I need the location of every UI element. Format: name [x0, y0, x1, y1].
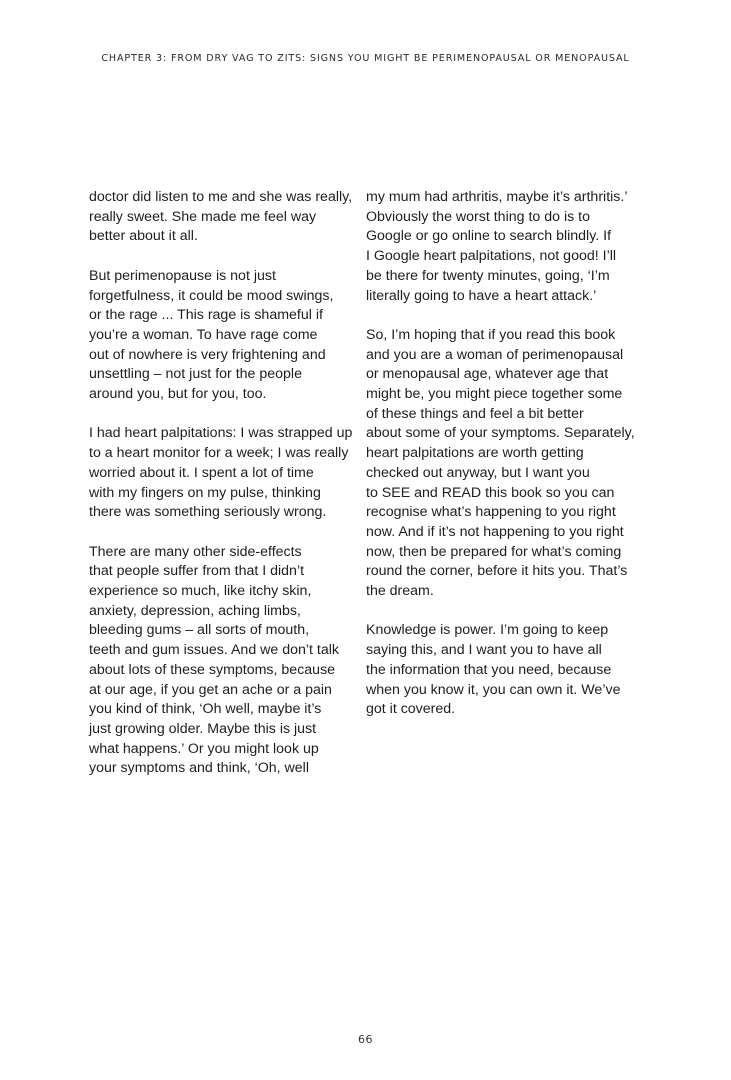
right-column — [366, 188, 636, 720]
text-line: recognise what’s happening to you right — [366, 504, 616, 521]
text-line: There are many other side-effects — [89, 543, 302, 560]
text-line: anxiety, depression, aching limbs, — [89, 602, 301, 619]
text-line: the dream. — [366, 583, 434, 600]
text-line: round the corner, before it hits you. That’s — [366, 563, 628, 580]
text-line: bleeding gums – all sorts of mouth, — [89, 622, 310, 639]
text-line: of these things and feel a bit better — [366, 405, 584, 422]
text-line: at our age, if you get an ache or a pain — [89, 681, 332, 698]
running-head: CHAPTER 3: FROM DRY VAG TO ZITS: SIGNS YOU MIGHT BE PERIMENOPAUSAL OR MENOPAUSAL — [101, 53, 630, 64]
text-line: with my fingers on my pulse, thinking — [89, 484, 321, 501]
text-line: just growing older. Maybe this is just — [89, 720, 317, 737]
text-line: doctor did listen to me and she was really, — [89, 189, 353, 205]
text-line: and you are a woman of perimenopausal — [366, 346, 624, 363]
text-line: around you, but for you, too. — [89, 386, 267, 403]
text-line: Google or go online to search blindly. If — [366, 228, 612, 245]
text-line: about lots of these symptoms, because — [89, 661, 336, 678]
text-line: Obviously the worst thing to do is to — [366, 208, 590, 225]
paragraph — [89, 424, 361, 523]
text-line: better about it all. — [89, 228, 198, 245]
text-line: forgetfulness, it could be mood swings, — [89, 287, 334, 304]
text-line: to a heart monitor for a week; I was really — [89, 445, 349, 462]
text-line: Knowledge is power. I’m going to keep — [366, 622, 609, 639]
text-line: But perimenopause is not just — [89, 267, 276, 284]
text-line: that people suffer from that I didn’t — [89, 563, 305, 580]
text-line: now. And if it’s not happening to you right — [366, 523, 624, 540]
text-line: now, then be prepared for what’s coming — [366, 543, 622, 560]
text-line: your symptoms and think, ‘Oh, well — [89, 760, 309, 777]
text-line: about some of your symptoms. Separately, — [366, 425, 635, 442]
text-line: heart palpitations are worth getting — [366, 445, 584, 462]
text-line: saying this, and I want you to have all — [366, 642, 602, 659]
text-line: unsettling – not just for the people — [89, 366, 302, 383]
text-line: to SEE and READ this book so you can — [366, 484, 615, 501]
text-line: teeth and gum issues. And we don’t talk — [89, 642, 340, 659]
text-line: I Google heart palpitations, not good! I’ll — [366, 248, 617, 265]
text-line: I had heart palpitations: I was strapped up — [89, 425, 353, 442]
text-line: be there for twenty minutes, going, ‘I’m — [366, 267, 610, 284]
text-line: worried about it. I spent a lot of time — [89, 464, 314, 481]
text-line: checked out anyway, but I want you — [366, 464, 590, 481]
text-line: experience so much, like itchy skin, — [89, 583, 312, 600]
text-line: you kind of think, ‘Oh well, maybe it’s — [89, 701, 322, 718]
paragraph — [366, 188, 636, 306]
paragraph — [89, 267, 361, 405]
text-line: or the rage ... This rage is shameful if — [89, 307, 323, 324]
text-line: you’re a woman. To have rage come — [89, 326, 318, 343]
paragraph — [366, 326, 636, 602]
text-line: there was something seriously wrong. — [89, 504, 327, 521]
left-column — [89, 188, 361, 779]
text-line: or menopausal age, whatever age that — [366, 366, 609, 383]
text-line: So, I’m hoping that if you read this book — [366, 326, 616, 343]
page-number: 66 — [358, 1033, 373, 1046]
text-line: out of nowhere is very frightening and — [89, 346, 326, 363]
text-line: really sweet. She made me feel way — [89, 208, 317, 225]
text-line: my mum had arthritis, maybe it’s arthritis.’ — [366, 189, 628, 205]
paragraph — [89, 188, 361, 247]
text-line: got it covered. — [366, 701, 456, 718]
paragraph — [366, 621, 636, 720]
text-line: the information that you need, because — [366, 661, 612, 678]
text-line: what happens.’ Or you might look up — [89, 740, 319, 757]
text-line: when you know it, you can own it. We’ve — [366, 681, 621, 698]
paragraph — [89, 543, 361, 779]
text-line: might be, you might piece together some — [366, 386, 623, 403]
text-line: literally going to have a heart attack.’ — [366, 287, 597, 304]
